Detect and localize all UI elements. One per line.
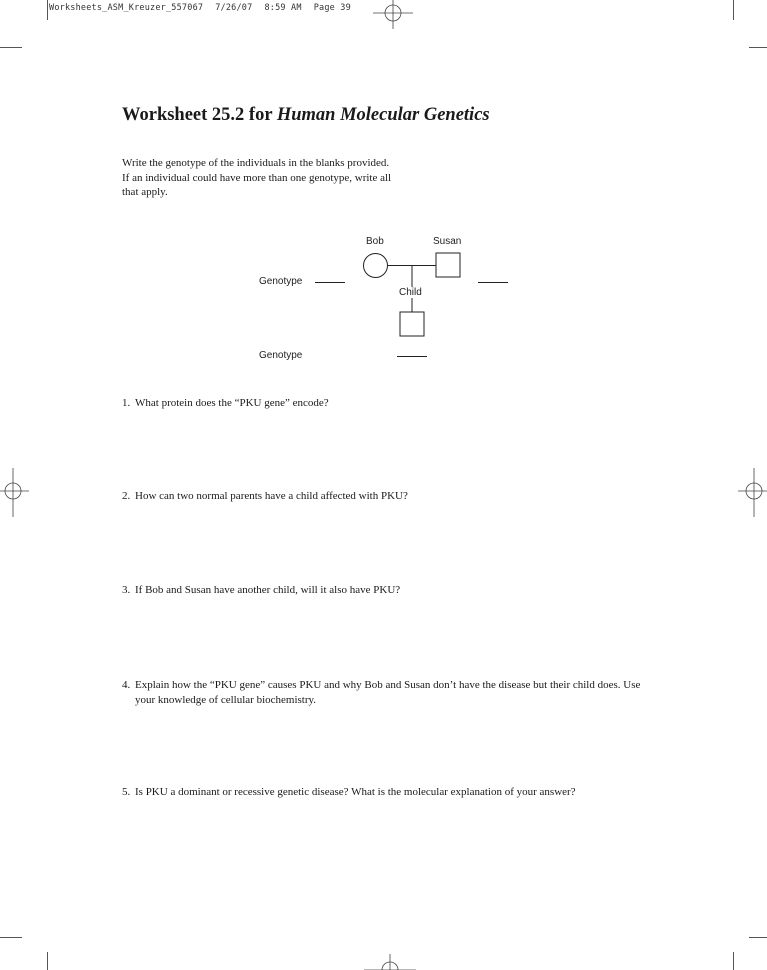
bob-circle	[364, 254, 388, 278]
slug-date: 7/26/07	[215, 3, 253, 13]
question-3-number: 3.	[122, 584, 131, 596]
question-3	[122, 583, 662, 598]
question-5-text: Is PKU a dominant or recessive genetic disease? What is the molecular explanation of your answer?	[135, 786, 576, 798]
question-4	[122, 678, 662, 707]
question-5-number: 5.	[122, 786, 131, 798]
question-3-text: If Bob and Susan have another child, will it also have PKU?	[135, 584, 401, 596]
susan-square	[436, 253, 460, 277]
label-genotype-child: Genotype	[259, 350, 303, 361]
question-2-text: How can two normal parents have a child affected with PKU?	[135, 490, 408, 502]
question-1-number: 1.	[122, 397, 131, 409]
question-5	[122, 785, 662, 800]
question-4-number: 4.	[122, 679, 131, 691]
question-1	[122, 396, 662, 411]
label-child: Child	[399, 287, 422, 298]
instructions: Write the genotype of the individuals in the blanks provided. If an individual could have more than one genotype, write all that apply.	[122, 157, 392, 198]
label-bob: Bob	[366, 236, 384, 247]
question-1-text: What protein does the “PKU gene” encode?	[135, 397, 329, 409]
child-square	[400, 312, 424, 336]
label-genotype-parents: Genotype	[259, 276, 303, 287]
title-prefix: Worksheet 25.2 for	[122, 105, 277, 125]
title-book: Human Molecular Genetics	[276, 105, 490, 125]
question-4-text: Explain how the “PKU gene” causes PKU and why Bob and Susan don’t have the disease but their child does. Use your knowledge of cellular biochemistry.	[135, 679, 641, 706]
label-susan: Susan	[433, 236, 462, 247]
slug-filename: Worksheets_ASM_Kreuzer_557067	[49, 3, 204, 13]
question-2	[122, 489, 662, 504]
question-2-number: 2.	[122, 490, 131, 502]
slug-page: Page 39	[313, 3, 351, 13]
slug-time: 8:59 AM	[264, 3, 302, 13]
